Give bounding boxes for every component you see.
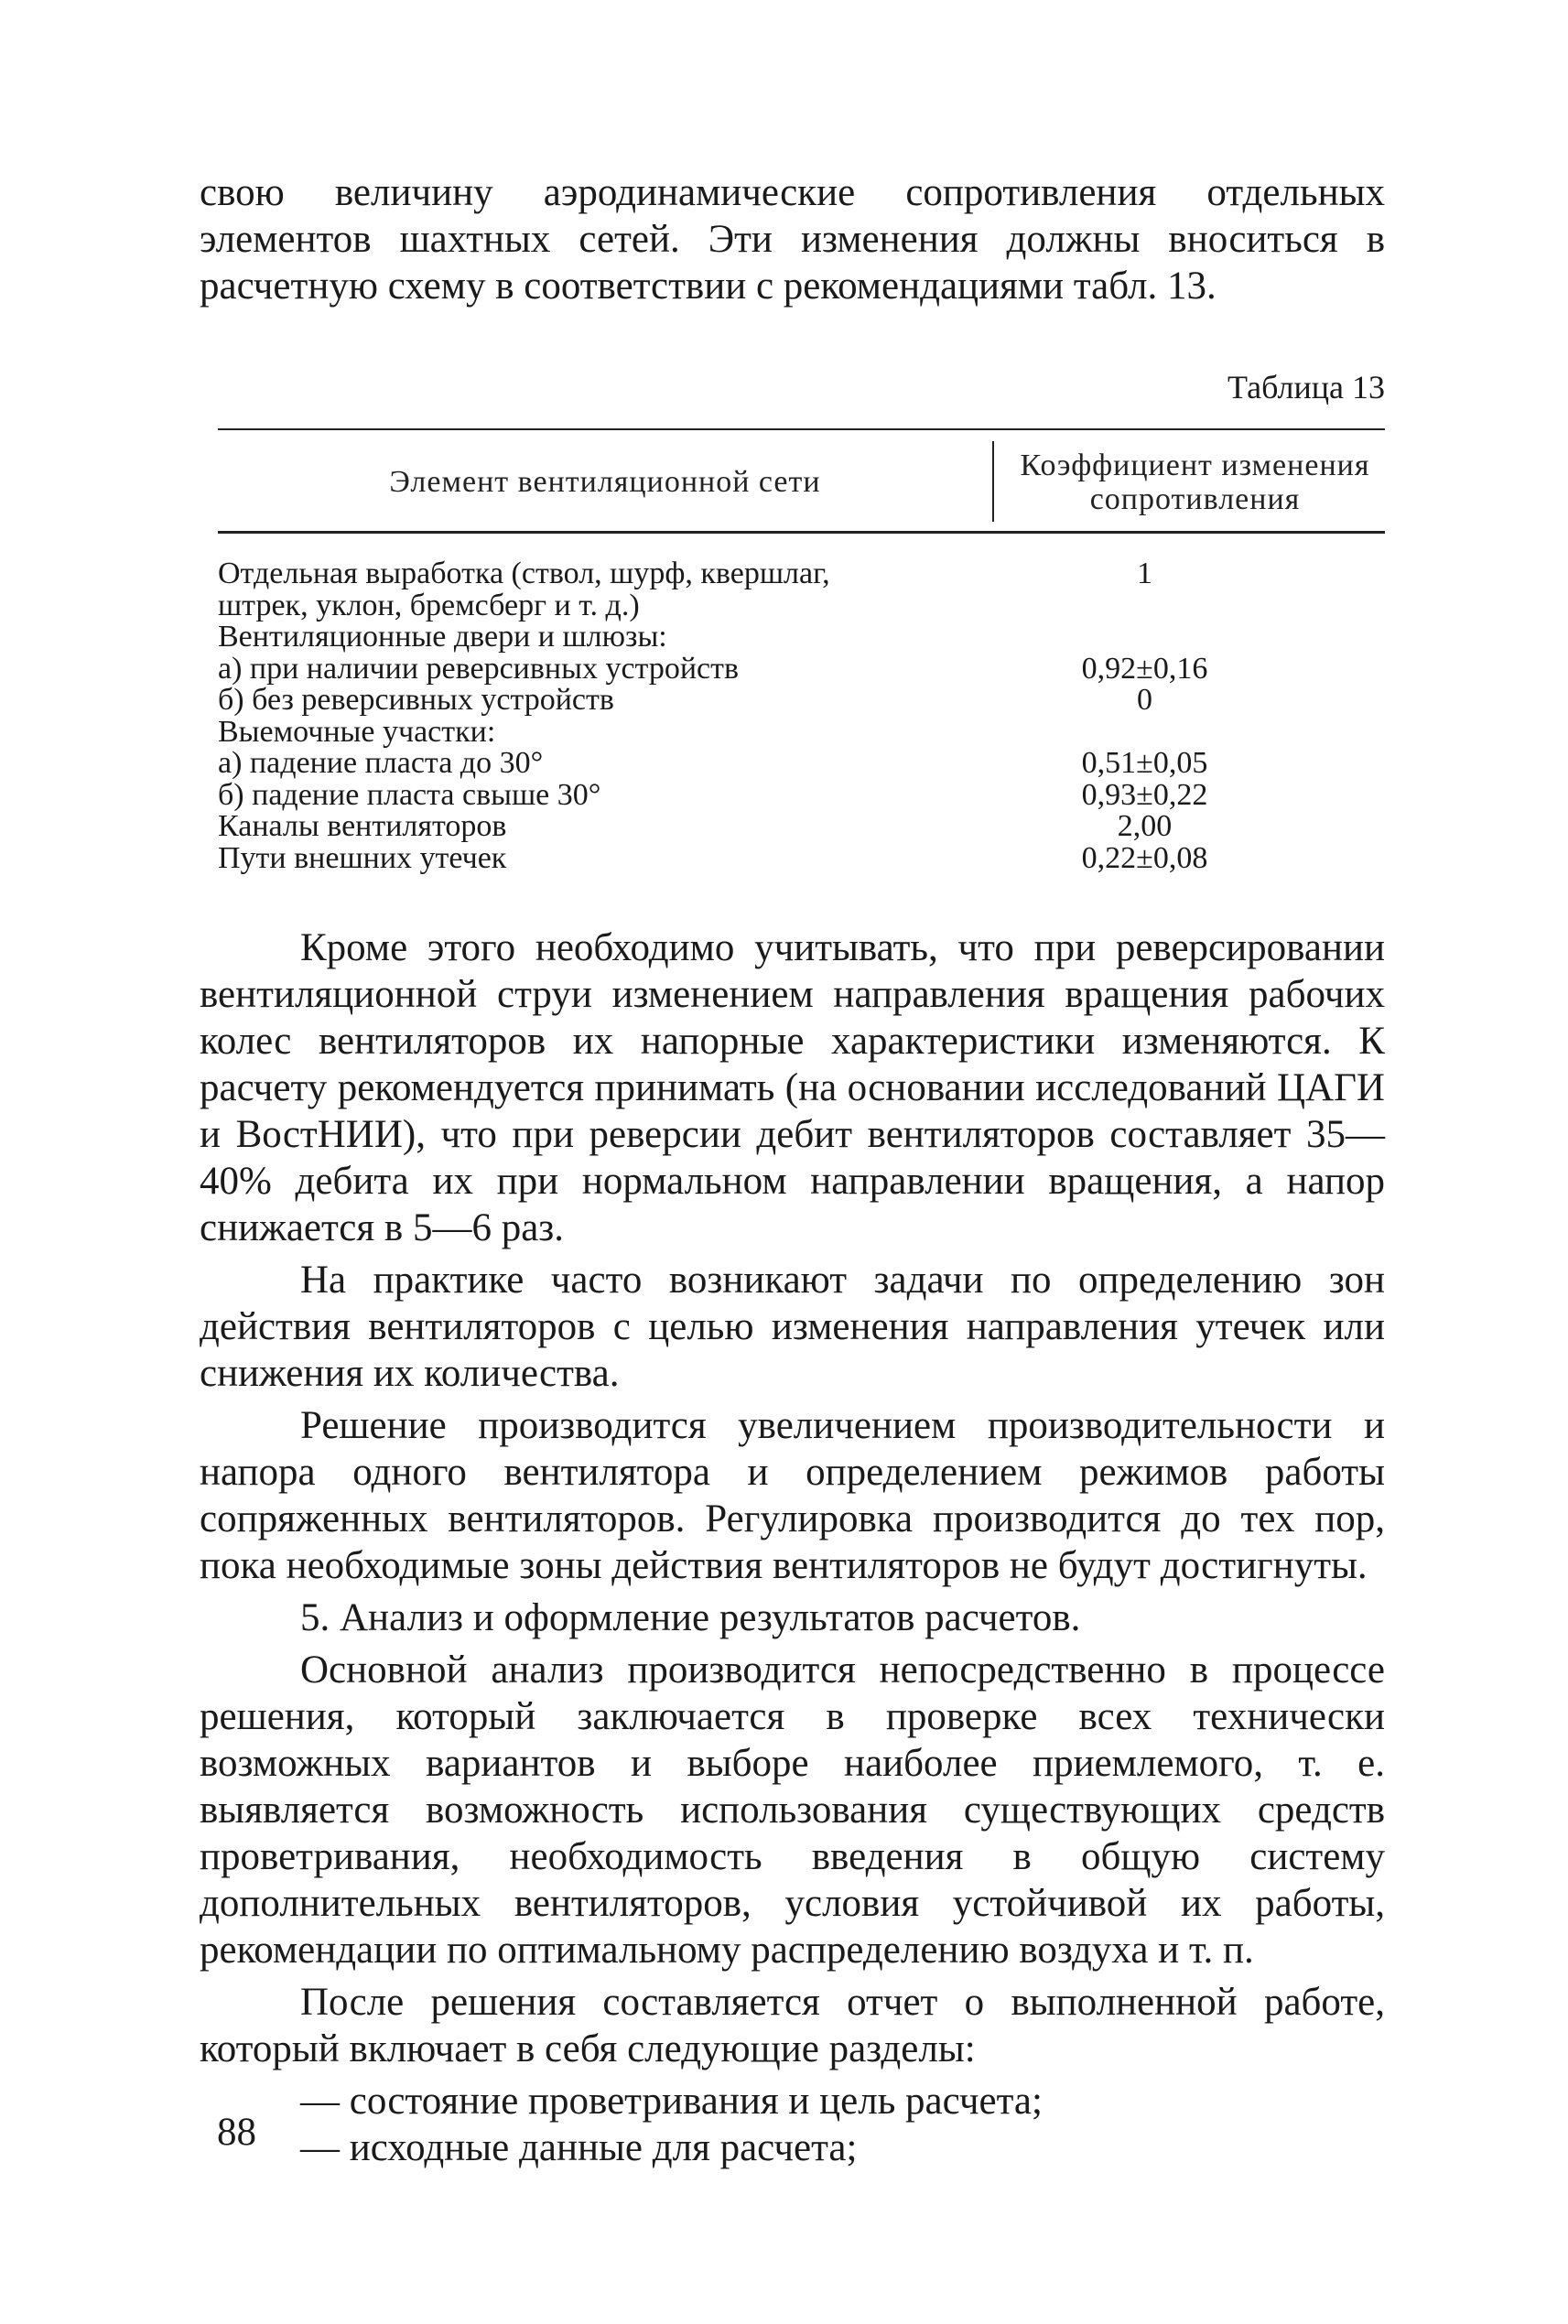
row-element: а) при наличии реверсивных устройств: [218, 651, 740, 686]
row-value: [1005, 717, 1385, 749]
table-row: [218, 811, 1385, 843]
row-element: б) без реверсивных устройств: [218, 683, 614, 717]
row-element: Выемочные участки:: [218, 714, 496, 749]
header-coefficient: Коэффициент изменения сопротивления: [1020, 449, 1370, 516]
table-row: [218, 651, 1385, 686]
paragraph-section-5: 5. Анализ и оформление результатов расчетов.: [300, 1596, 1081, 1639]
paragraph-practice: На практике часто возникают задачи по определению зон действия вентиляторов с целью изменения направления утечек или снижения их количества.: [200, 1259, 1385, 1395]
paragraph-reversal: Кроме этого необходимо учитывать, что при реверсировании вентиляционной струи изменением направления вращения рабочих колес вентиляторов их напорные характеристики изменяются. К расчету рекомендуется принимать (на основании исследований ЦАГИ и ВостНИИ), что при реверсии дебит вентиляторов составляет 35—40% дебита их при нормальном направлении вращения, а напор снижается в 5—6 раз.: [200, 926, 1385, 1249]
paragraph-report: После решения составляется отчет о выполненной работе, который включает в себя следующие разделы:: [200, 1981, 1385, 2070]
row-element: Вентиляционные двери и шлюзы:: [218, 620, 667, 654]
row-value: 0,22±0,08: [1081, 840, 1208, 875]
table-header-rule: [218, 531, 1385, 534]
header-column-separator: [992, 441, 994, 522]
row-value: 2,00: [1117, 809, 1173, 843]
body-text: [200, 924, 1385, 2171]
row-value: [1005, 622, 1385, 654]
row-element: Каналы вентиляторов: [218, 809, 507, 843]
table-row: [218, 777, 1385, 812]
table-caption: Таблица 13: [1227, 369, 1385, 405]
row-value: 0: [1137, 683, 1152, 717]
table-row: [218, 622, 1385, 654]
header-element: Элемент вентиляционной сети: [389, 465, 821, 499]
page-number: 88: [217, 2111, 256, 2154]
table-row: [218, 590, 1385, 622]
row-element: Отдельная выработка (ствол, шурф, квершлаг,: [218, 557, 830, 590]
list-item: — состояние проветривания и цель расчета;: [300, 2080, 1043, 2123]
intro-paragraph: [200, 169, 1385, 309]
table-body: [218, 558, 1385, 874]
intro-text: свою величину аэродинамические сопротивления отдельных элементов шахтных сетей. Эти изменения должны вноситься в расчетную схему в соответствии с рекомендациями табл. 13.: [200, 171, 1385, 308]
table-row: [218, 748, 1385, 780]
table-row: [218, 558, 1385, 590]
row-value: 0,92±0,16: [1081, 651, 1208, 686]
paragraph-solution: Решение производится увеличением производительности и напора одного вентилятора и определением режимов работы сопряженных вентиляторов. Регулировка производится до тех пор, пока необходимые зоны действия вентиляторов не будут достигнуты.: [200, 1404, 1385, 1587]
table-row: [218, 714, 1385, 749]
row-value: [1005, 590, 1385, 622]
row-element: б) падение пласта свыше 30°: [218, 777, 601, 812]
row-element: а) падение пласта до 30°: [218, 746, 544, 780]
list-item: — исходные данные для расчета;: [300, 2126, 858, 2169]
row-value: 0,93±0,22: [1081, 777, 1208, 812]
table-row: [218, 840, 1385, 875]
table-top-rule: [218, 428, 1385, 430]
row-element: штрек, уклон, бремсберг и т. д.): [218, 588, 640, 622]
row-value: 0,51±0,05: [1081, 746, 1208, 780]
row-value: 1: [1137, 557, 1152, 590]
row-element: Пути внешних утечек: [218, 840, 507, 875]
paragraph-analysis: Основной анализ производится непосредственно в процессе решения, который заключается в проверке всех технически возможных вариантов и выборе наиболее приемлемого, т. е. выявляется возможность использования существующих средств проветривания, необходимость введения в общую систему дополнительных вентиляторов, условия устойчивой их работы, рекомендации по оптимальному распределению воздуха и т. п.: [200, 1648, 1385, 1972]
table-row: [218, 685, 1385, 717]
